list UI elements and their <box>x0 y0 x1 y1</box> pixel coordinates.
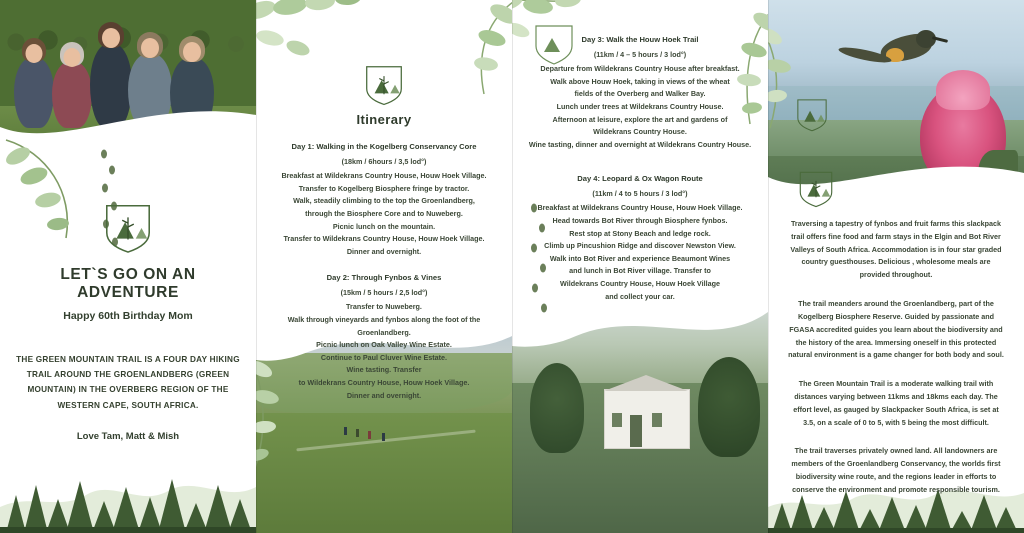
day-detail-line: Walk above Houw Hoek, taking in views of the wheat <box>550 76 730 86</box>
day-meta: (11km / 4 to 5 hours / 3 lod°) <box>592 189 688 199</box>
itinerary-content <box>512 34 768 317</box>
day-detail-line: Breakfast at Wildekrans Country House, Houw Hoek Village. <box>537 203 743 213</box>
day-detail-line: Wine tasting. Transfer <box>346 365 422 375</box>
day-detail-line: Wine tasting, dinner and overnight at Wildekrans Country House. <box>528 139 752 149</box>
day-detail-line: Departure from Wildekrans Country House after breakfast. <box>540 64 740 74</box>
day-detail-line: through the Biosphere Core and to Nuweberg. <box>305 208 463 218</box>
about-paragraph: Traversing a tapestry of fynbos and fruit farms this slackpack trail offers fine food and farm stays in the Elgin and Bot River Valleys of South Africa. Accommodation is in four star graded country guesthouses. Delicious , wholesome meals are provided throughout. <box>790 219 1002 280</box>
mountain-trail-badge-icon <box>99 200 157 254</box>
itinerary-content <box>256 62 512 416</box>
day-detail-line: Groenlandberg. <box>357 327 411 337</box>
panel-fold-line <box>768 0 769 533</box>
day-detail-line: Walk, steadily climbing to the top the Groenlandberg, <box>293 196 475 206</box>
day-detail-line: and lunch in Bot River village. Transfer to <box>569 266 711 276</box>
day-detail-line: Wildekrans Country House, Houw Hoek Village <box>560 279 720 288</box>
day-title: Day 1: Walking in the Kogelberg Conservancy Core <box>291 142 477 151</box>
day-detail-line: Dinner and overnight. <box>346 390 422 400</box>
cover-content <box>0 200 256 442</box>
day-detail-lines <box>274 170 494 258</box>
day-title: Day 3: Walk the Houw Hoek Trail <box>581 35 699 44</box>
day-detail-line: Rest stop at Stony Beach and ledge rock. <box>569 228 711 238</box>
day-detail-lines <box>528 202 752 303</box>
about-paragraph: The trail meanders around the Groenlandberg, part of the Kogelberg Biosphere Reserve. Guided by passionate and FGASA accredited guides you learn about the biodiversity and the history of the area. Immersing oneself in this protected natural environment is a game changer for both body and soul. <box>788 299 1004 360</box>
day-detail-line: Picnic lunch on the mountain. <box>332 221 436 231</box>
day-detail-line: Dinner and overnight. <box>346 246 422 256</box>
cover-body-text: THE GREEN MOUNTAIN TRAIL IS A FOUR DAY HIKING TRAIL AROUND THE GROENLANDBERG (GREEN MOUNTAIN) IN THE OVERBERG REGION OF THE WESTERN CAPE, SOUTH AFRICA. <box>16 355 240 410</box>
day-detail-line: Transfer to Wildekrans Country House, Houw Hoek Village. <box>283 234 485 244</box>
itinerary-day-block <box>528 173 752 303</box>
day-detail-lines <box>274 301 494 402</box>
day-detail-line: Lunch under trees at Wildekrans Country House. <box>556 101 724 111</box>
cover-signature: Love Tam, Matt & Mish <box>76 430 180 442</box>
day-detail-line: Wildekrans Country House. <box>593 127 687 137</box>
mountain-trail-badge-icon <box>792 96 832 132</box>
itinerary-day-block <box>274 272 494 402</box>
day-detail-line: Walk through vineyards and fynbos along the foot of the <box>287 315 481 325</box>
panel-cover <box>0 0 256 533</box>
day-detail-line: and collect your car. <box>605 291 675 301</box>
day-detail-line: Picnic lunch on Oak Valley Wine Estate. <box>316 340 452 350</box>
mountain-trail-badge-icon <box>360 62 408 106</box>
hiker-figure <box>382 433 385 441</box>
itinerary-day-block <box>528 34 752 151</box>
hiker-figure <box>368 431 371 439</box>
itinerary-day-block <box>274 141 494 258</box>
mountain-trail-badge-icon <box>794 168 838 208</box>
panel-itinerary-days-1-2 <box>256 0 512 533</box>
about-trail-content <box>768 218 1024 513</box>
day-detail-line: Continue to Paul Cluver Wine Estate. <box>320 352 448 362</box>
hiker-figure <box>356 429 359 437</box>
day-title: Day 2: Through Fynbos & Vines <box>326 273 442 283</box>
about-paragraph: The Green Mountain Trail is a moderate walking trail with distances varying between 11kms and 18kms each day. The effort level, as gauged by Slackpacker South Africa, is set at 3.5, on a scale of 0 to 5, with 5 being the most difficult. <box>793 379 999 427</box>
about-paragraph: The trail traverses privately owned land. All landowners are members of the Groenlandberg Conservancy, the worlds first biodiversity wine route, and the regions leader in efforts to conserve the environment and promote responsible tourism. <box>791 446 1001 494</box>
day-detail-line: Walk into Bot River and experience Beaumont Wines <box>549 253 731 263</box>
day-detail-line: Afternoon at leisure, explore the art and gardens of <box>552 114 728 124</box>
day-detail-line: to Wildekrans Country House, Houw Hoek Village. <box>298 378 470 387</box>
panel-fold-line <box>256 0 257 533</box>
page-title: LET`S GO ON AN ADVENTURE <box>60 266 196 301</box>
panel-itinerary-days-3-4 <box>512 0 768 533</box>
day-detail-line: Transfer to Nuweberg. <box>346 302 422 312</box>
photo-curve-mask <box>0 93 256 152</box>
itinerary-heading: Itinerary <box>356 112 412 127</box>
panel-fold-line <box>512 0 513 533</box>
day-meta: (18km / 6hours / 3,5 lod°) <box>341 156 427 166</box>
hiker-figure <box>344 427 347 435</box>
day-title: Day 4: Leopard & Ox Wagon Route <box>577 174 703 184</box>
day-meta: (15km / 5 hours / 2,5 lod°) <box>340 288 428 298</box>
day-detail-line: Breakfast at Wildekrans Country House, Houw Hoek Village. <box>281 171 487 181</box>
day-detail-line: Climb up Pincushion Ridge and discover Newston View. <box>544 241 736 251</box>
forest-silhouette-icon <box>0 441 256 533</box>
day-detail-line: Head towards Bot River through Biosphere fynbos. <box>552 216 728 226</box>
day-detail-line: fields of the Overberg and Walker Bay. <box>574 89 706 99</box>
cover-photo-family <box>0 0 256 152</box>
day-detail-line: Transfer to Kogelberg Biosphere fringe by tractor. <box>298 183 470 193</box>
panel-about-trail <box>768 0 1024 533</box>
day-meta: (11km / 4 – 5 hours / 3 lod°) <box>593 49 687 59</box>
page-subtitle: Happy 60th Birthday Mom <box>63 310 193 322</box>
day-detail-lines <box>528 63 752 151</box>
